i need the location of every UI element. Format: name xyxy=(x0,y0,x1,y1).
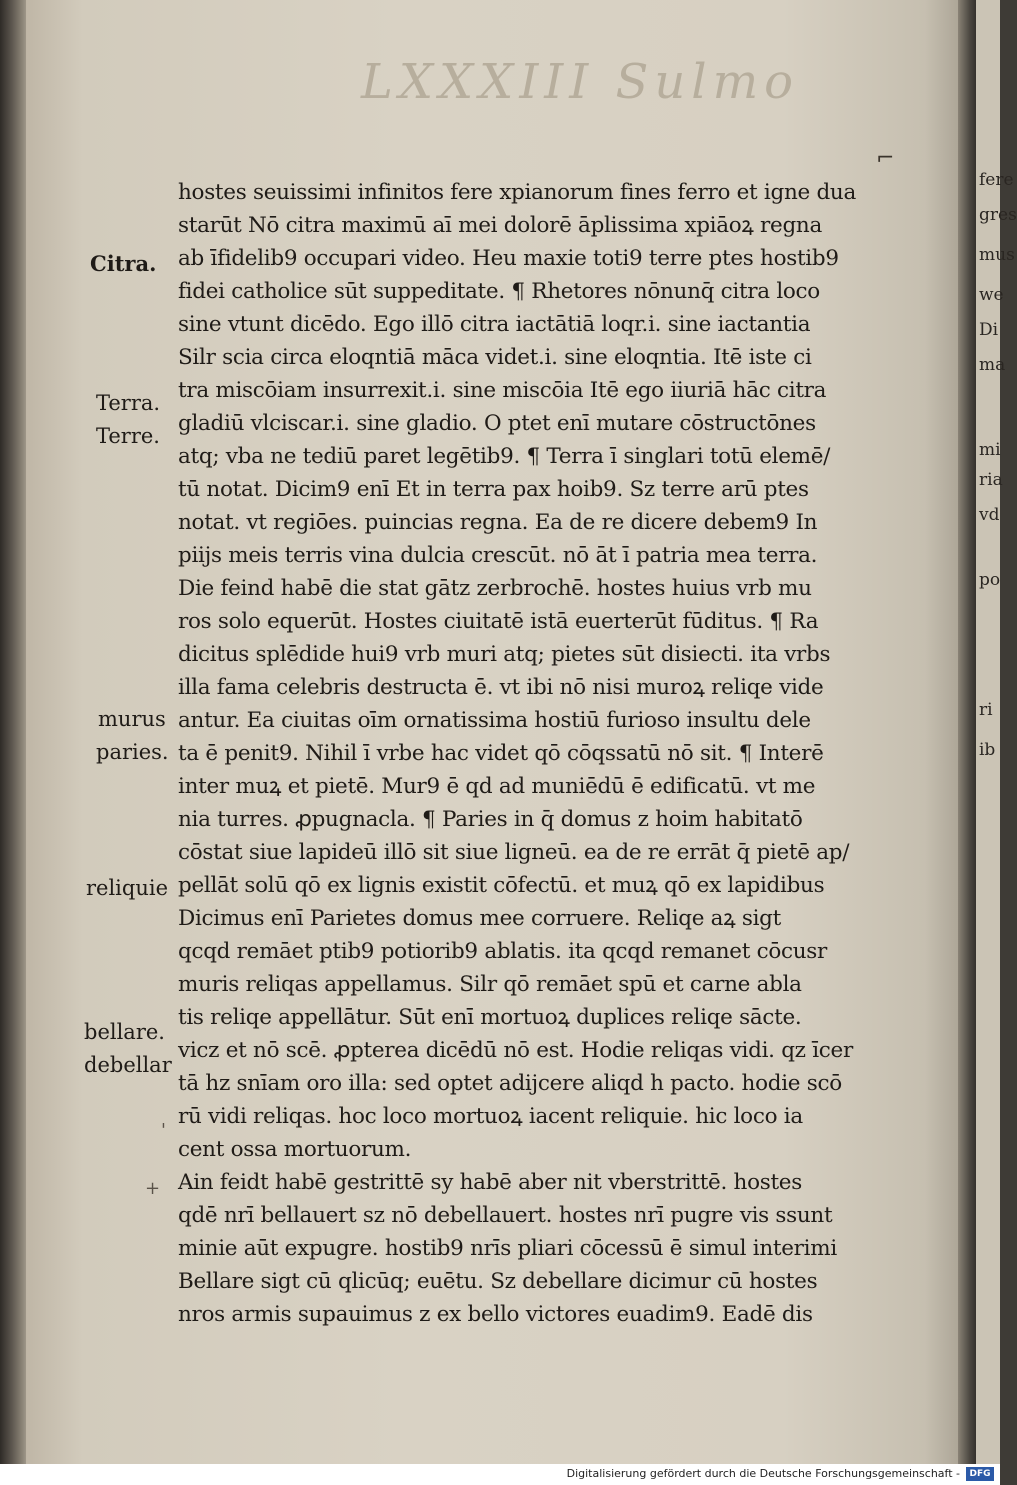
margin-note-terra: Terra. xyxy=(96,391,161,415)
text-line: notat. vt regiōes. puincias regna. Ea de re dicere debem9 In xyxy=(178,510,818,535)
adjacent-page-fragment: fere xyxy=(979,170,1014,190)
text-line: tis reliqe appellātur. Sūt enī mortuoꝝ duplices reliqe sācte. xyxy=(178,1005,802,1030)
adjacent-page-fragment: ri xyxy=(979,700,993,720)
text-line: hostes seuissimi infinitos fere xpianorum fines ferro et igne dua xyxy=(178,180,857,205)
text-line: rū vidi reliqas. hoc loco mortuoꝝ iacent reliquie. hic loco ia xyxy=(178,1104,803,1129)
text-line: nros armis supauimus z ex bello victores euadim9. Eadē dis xyxy=(178,1302,813,1327)
text-line: ta ē penit9. Nihil ī vrbe hac videt qō cōqssatū nō sit. ¶ Interē xyxy=(178,741,824,766)
stray-mark: + xyxy=(145,1178,161,1199)
adjacent-page-fragment: vd xyxy=(979,505,1000,525)
text-line: qcqd remāet ptib9 potiorib9 ablatis. ita qcqd remanet cōcusr xyxy=(178,939,827,964)
margin-note-reliquie: reliquie xyxy=(86,876,169,900)
show-through-headline: LXXXIII Sulmo xyxy=(360,54,800,110)
text-line: atq; vba ne tediū paret legētib9. ¶ Terra ī singlari totū elemē/ xyxy=(178,444,831,469)
adjacent-page-fragment: po xyxy=(979,570,1001,590)
text-line: Die feind habē die stat gātz zerbrochē. hostes huius vrb mu xyxy=(178,576,812,601)
text-line: qdē nrī bellauert sz nō debellauert. hostes nrī pugre vis ssunt xyxy=(178,1203,833,1228)
margin-note-debellare: debellar xyxy=(84,1053,172,1077)
text-line: Ain feidt habē gestrittē sy habē aber nit vberstrittē. hostes xyxy=(178,1170,802,1195)
text-line: piijs meis terris vina dulcia crescūt. nō āt ī patria mea terra. xyxy=(178,543,818,568)
top-corner-mark: ⌐ xyxy=(876,146,895,171)
adjacent-page-fragment: Di xyxy=(979,320,999,340)
margin-note-bellare: bellare. xyxy=(84,1020,165,1044)
text-line: dicitus splēdide hui9 vrb muri atq; pietes sūt disiecti. ita vrbs xyxy=(178,642,831,667)
margin-note-terre: Terre. xyxy=(96,424,160,448)
adjacent-page-fragment: mi xyxy=(979,440,1001,460)
margin-note-murus: murus xyxy=(98,707,166,731)
text-line: tā hz snīam oro illa: sed optet adijcere aliqd h pacto. hodie scō xyxy=(178,1071,842,1096)
text-line: gladiū vlciscar.i. sine gladio. O ptet enī mutare cōstructōnes xyxy=(178,411,816,436)
dfg-logo: DFG xyxy=(966,1467,994,1481)
main-text-block xyxy=(178,176,878,1331)
text-line: antur. Ea ciuitas oīm ornatissima hostiū furioso insultu dele xyxy=(178,708,811,733)
adjacent-page-fragment: gres xyxy=(979,205,1017,225)
text-line: starūt Nō citra maximū aī mei dolorē āplissima xpiāoꝝ regna xyxy=(178,213,822,238)
funding-credit: Digitalisierung gefördert durch die Deutsche Forschungsgemeinschaft - xyxy=(566,1467,960,1480)
adjacent-page-edge xyxy=(976,0,1017,1464)
text-line: minie aūt expugre. hostib9 nrīs pliari cōcessū ē simul interimi xyxy=(178,1236,837,1261)
text-line: tū notat. Dicim9 enī Et in terra pax hoib9. Sz terre arū ptes xyxy=(178,477,809,502)
text-line: ab īfidelib9 occupari video. Heu maxie toti9 terre ptes hostib9 xyxy=(178,246,839,271)
text-line: nia turres. ꝓpugnacla. ¶ Paries in q̄ domus z hoim habitatō xyxy=(178,807,803,832)
text-line: inter muꝝ et pietē. Mur9 ē qd ad muniēdū ē edificatū. vt me xyxy=(178,774,816,799)
text-line: illa fama celebris destructa ē. vt ibi nō nisi muroꝝ reliqe vide xyxy=(178,675,824,700)
text-line: pellāt solū qō ex lignis existit cōfectū. et muꝝ qō ex lapidibus xyxy=(178,873,825,898)
adjacent-page-fragment: ria xyxy=(979,470,1003,490)
margin-note-paries: paries. xyxy=(96,740,169,764)
book-gutter xyxy=(958,0,978,1464)
text-line: cent ossa mortuorum. xyxy=(178,1137,412,1162)
text-line: fidei catholice sūt suppeditate. ¶ Rhetores nōnunq̄ citra loco xyxy=(178,279,820,304)
text-line: Bellare sigt cū qlicūq; euētu. Sz debellare dicimur cū hostes xyxy=(178,1269,818,1294)
text-line: tra miscōiam insurrexit.i. sine miscōia Itē ego iiuriā hāc citra xyxy=(178,378,827,403)
stray-mark: ' xyxy=(161,1120,166,1141)
adjacent-page-fragment: mus xyxy=(979,245,1015,265)
text-line: sine vtunt dicēdo. Ego illō citra iactātiā loqr.i. sine iactantia xyxy=(178,312,811,337)
text-line: cōstat siue lapideū illō sit siue ligneū. ea de re errāt q̄ pietē ap/ xyxy=(178,840,850,865)
adjacent-page-fragment: ma xyxy=(979,355,1006,375)
digitization-footer xyxy=(0,1464,1000,1485)
text-line: Dicimus enī Parietes domus mee corruere. Reliqe aꝝ sigt xyxy=(178,906,781,931)
text-line: vicz et nō scē. ꝓpterea dicēdū nō est. Hodie reliqas vidi. qz īcer xyxy=(178,1038,853,1063)
adjacent-page-fragment: we xyxy=(979,285,1004,305)
text-line: Silr scia circa eloqntiā māca videt.i. sine eloqntia. Itē iste ci xyxy=(178,345,812,370)
margin-note-citra: Citra. xyxy=(90,251,157,276)
adjacent-page-fragment: ib xyxy=(979,740,996,760)
text-line: muris reliqas appellamus. Silr qō remāet spū et carne abla xyxy=(178,972,802,997)
text-line: ros solo equerūt. Hostes ciuitatē istā euerterūt fūditus. ¶ Ra xyxy=(178,609,819,634)
